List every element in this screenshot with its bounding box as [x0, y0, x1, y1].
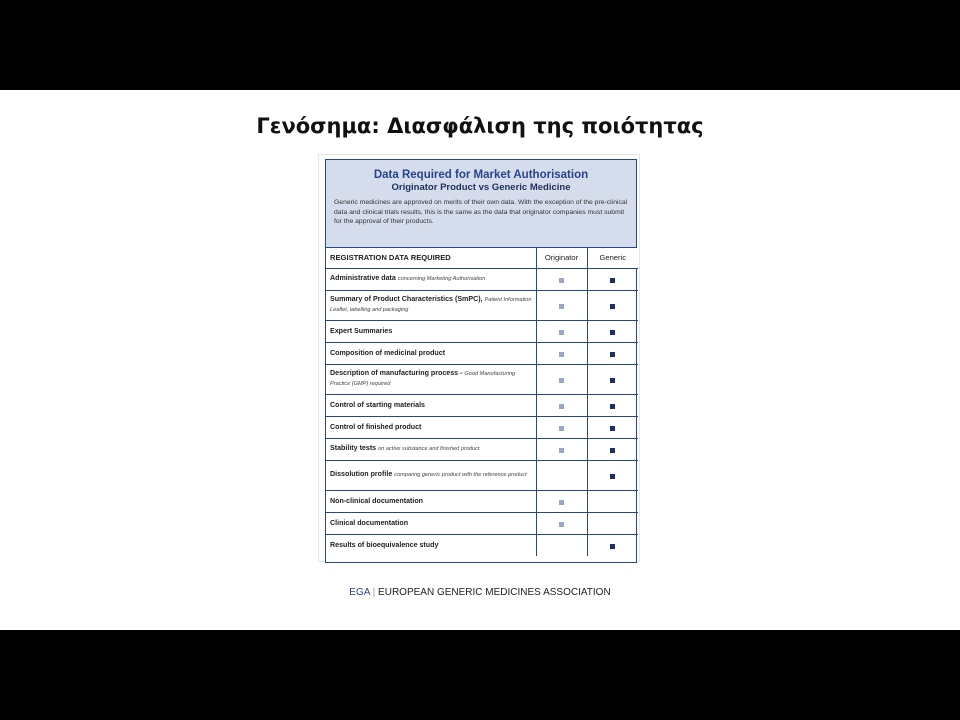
generic-required-mark-icon	[610, 352, 615, 357]
row-item	[326, 490, 536, 512]
row-item	[326, 534, 536, 556]
originator-required-mark-icon	[559, 404, 564, 409]
row-label: Control of finished product	[330, 422, 422, 431]
originator-cell	[536, 438, 587, 460]
generic-cell	[587, 416, 638, 438]
footer-brand: EGA	[349, 587, 370, 598]
table-row	[326, 342, 638, 364]
generic-required-mark-icon	[610, 404, 615, 409]
generic-required-mark-icon	[610, 474, 615, 479]
table-row	[326, 268, 638, 290]
row-label: Expert Summaries	[330, 326, 393, 335]
generic-required-mark-icon	[610, 426, 615, 431]
table-row	[326, 534, 638, 556]
table-row	[326, 394, 638, 416]
generic-cell	[587, 438, 638, 460]
footer-separator: |	[372, 587, 376, 598]
generic-cell	[587, 364, 638, 394]
row-note: on active substance and finished product	[378, 446, 480, 452]
originator-cell	[536, 290, 587, 320]
generic-cell	[587, 460, 638, 490]
row-label: Dissolution profile	[330, 470, 393, 478]
panel-header	[326, 160, 636, 248]
originator-cell	[536, 416, 587, 438]
originator-cell	[536, 268, 587, 290]
row-label: Description of manufacturing process -	[330, 369, 463, 377]
generic-cell	[587, 490, 638, 512]
slide-title: Γενόσημα: Διασφάλιση της ποιότητας	[256, 114, 704, 138]
table-row	[326, 416, 638, 438]
table-row	[326, 290, 638, 320]
row-label: Clinical documentation	[330, 518, 409, 527]
generic-required-mark-icon	[610, 448, 615, 453]
originator-required-mark-icon	[559, 522, 564, 527]
originator-cell	[536, 460, 587, 490]
row-item	[326, 290, 536, 320]
originator-cell	[536, 364, 587, 394]
figure-subtitle: Originator Product vs Generic Medicine	[391, 182, 571, 193]
footer	[0, 587, 960, 598]
originator-required-mark-icon	[559, 330, 564, 335]
header-registration-data: REGISTRATION DATA REQUIRED	[326, 248, 536, 268]
figure-title: Data Required for Market Authorisation	[373, 169, 589, 181]
row-item	[326, 320, 536, 342]
row-label: Results of bioequivalence study	[330, 540, 439, 549]
originator-required-mark-icon	[559, 304, 564, 309]
originator-required-mark-icon	[559, 448, 564, 453]
table-row	[326, 512, 638, 534]
registration-panel	[325, 159, 637, 563]
row-note: Patient Information Leaflet, labelling and packaging	[330, 297, 532, 313]
originator-required-mark-icon	[559, 378, 564, 383]
generic-cell	[587, 534, 638, 556]
table-row	[326, 438, 638, 460]
table-row	[326, 364, 638, 394]
originator-required-mark-icon	[559, 500, 564, 505]
header-originator: Originator	[536, 248, 587, 268]
row-item	[326, 438, 536, 460]
generic-required-mark-icon	[610, 330, 615, 335]
originator-cell	[536, 512, 587, 534]
row-label: Non-clinical documentation	[330, 496, 424, 505]
row-item	[326, 460, 536, 490]
row-label: Administrative data	[330, 274, 396, 282]
row-note: comparing generic product with the reference product	[394, 472, 527, 478]
generic-required-mark-icon	[610, 378, 615, 383]
originator-cell	[536, 342, 587, 364]
generic-cell	[587, 394, 638, 416]
row-item	[326, 342, 536, 364]
originator-cell	[536, 394, 587, 416]
generic-required-mark-icon	[610, 304, 615, 309]
originator-required-mark-icon	[559, 278, 564, 283]
row-label: Summary of Product Characteristics (SmPC),	[330, 295, 483, 303]
footer-text: EUROPEAN GENERIC MEDICINES ASSOCIATION	[378, 587, 611, 598]
generic-cell	[587, 342, 638, 364]
generic-cell	[587, 290, 638, 320]
registration-table	[326, 248, 638, 556]
header-generic: Generic	[587, 248, 638, 268]
row-item	[326, 364, 536, 394]
generic-cell	[587, 512, 638, 534]
originator-required-mark-icon	[559, 352, 564, 357]
row-note: Good Manufacturing Practice (GMP) required	[330, 371, 516, 387]
originator-cell	[536, 534, 587, 556]
table-header-row	[326, 248, 638, 268]
row-item	[326, 394, 536, 416]
registration-figure	[318, 154, 640, 562]
originator-cell	[536, 490, 587, 512]
table-row	[326, 320, 638, 342]
slide	[0, 90, 960, 630]
generic-required-mark-icon	[610, 278, 615, 283]
row-note: concerning Marketing Authorisation	[397, 276, 486, 282]
row-item	[326, 268, 536, 290]
row-label: Stability tests	[330, 444, 377, 452]
originator-required-mark-icon	[559, 426, 564, 431]
generic-cell	[587, 268, 638, 290]
table-row	[326, 490, 638, 512]
row-label: Control of starting materials	[330, 400, 425, 409]
row-label: Composition of medicinal product	[330, 348, 446, 357]
row-item	[326, 512, 536, 534]
table-row	[326, 460, 638, 490]
row-item	[326, 416, 536, 438]
generic-cell	[587, 320, 638, 342]
figure-description: Generic medicines are approved on merits of their own data. With the exception of the pre-clinical data and clinical trials results, this is the same as the data that originator companies must submit for the approval of their products.	[334, 199, 628, 225]
generic-required-mark-icon	[610, 544, 615, 549]
originator-cell	[536, 320, 587, 342]
